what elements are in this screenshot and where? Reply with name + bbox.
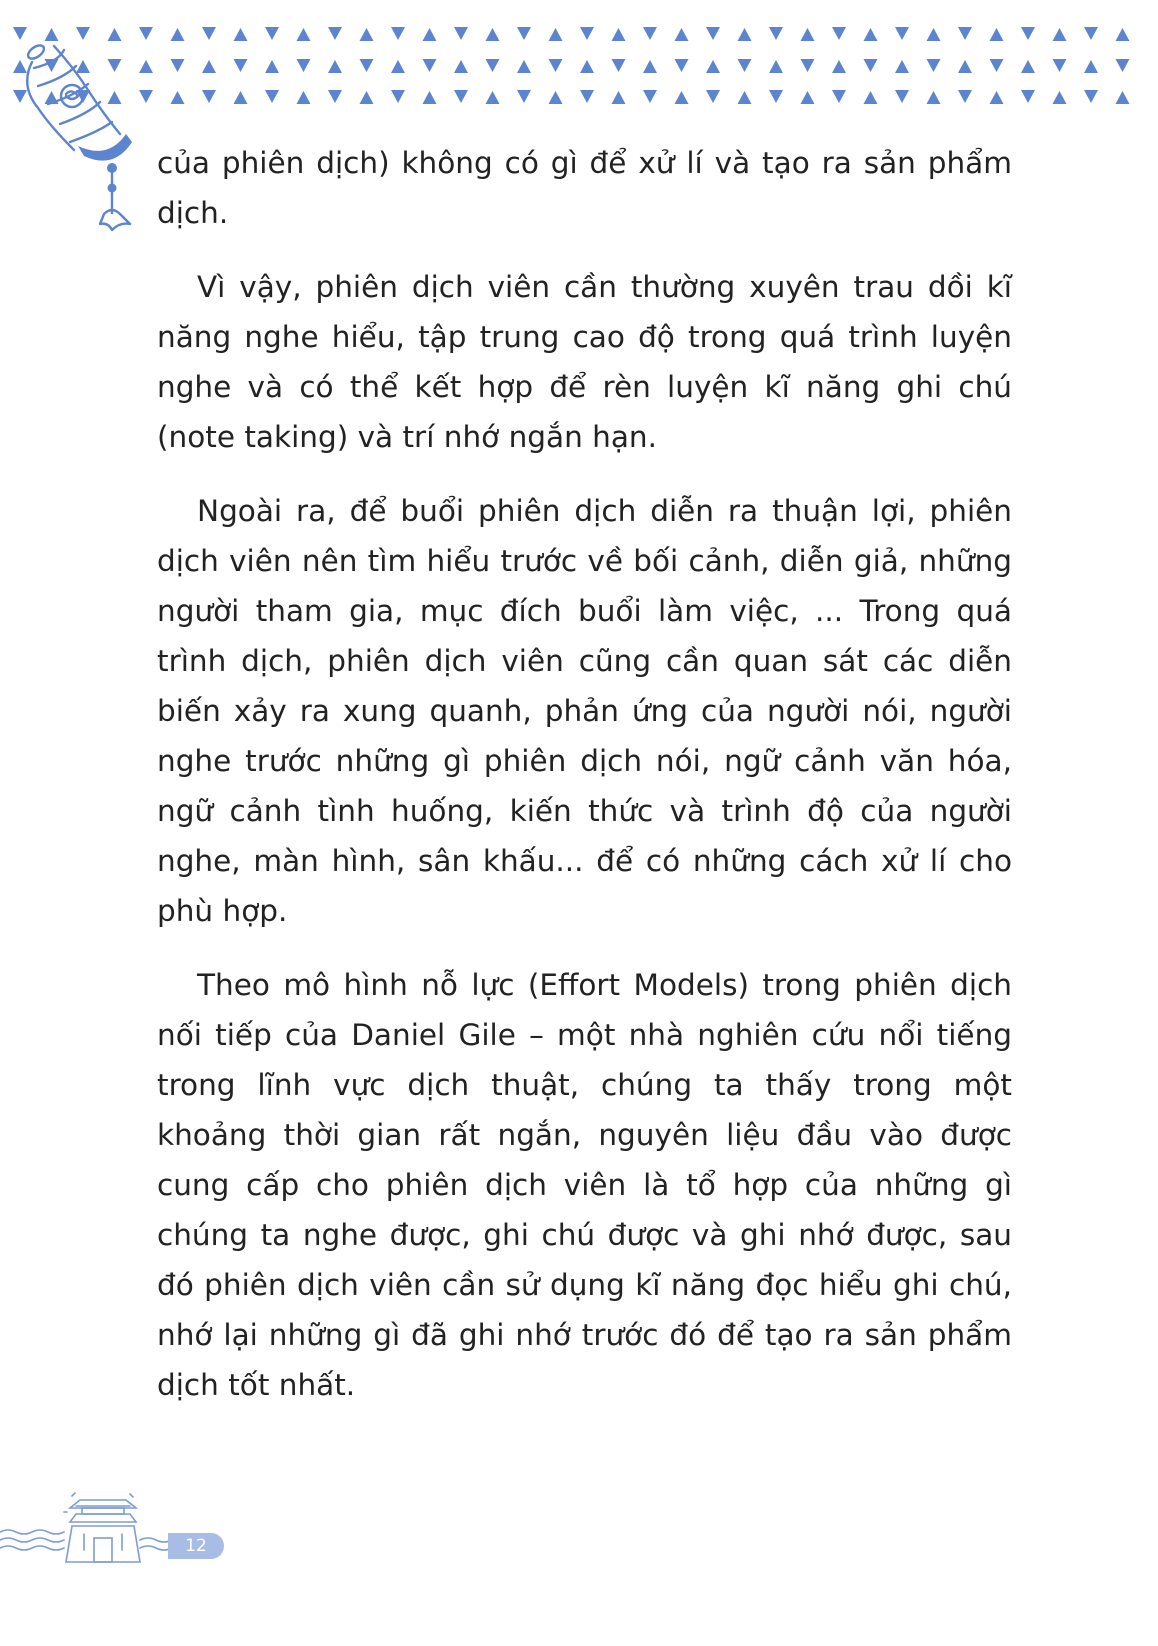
pattern-triangle (328, 27, 342, 40)
pattern-triangle (738, 91, 752, 104)
body-text (157, 138, 1012, 1434)
pattern-triangle (990, 28, 1004, 41)
pattern-triangle (265, 90, 279, 103)
pattern-triangle (612, 91, 626, 104)
pattern-triangle (1116, 28, 1130, 41)
pattern-triangle (328, 90, 342, 103)
pattern-triangle (990, 59, 1004, 72)
paragraph: của phiên dịch) không có gì để xử lí và tạo ra sản phẩm dịch. (157, 146, 1012, 230)
pattern-triangle (423, 59, 437, 72)
pattern-triangle (517, 27, 531, 40)
pattern-triangle (265, 27, 279, 40)
pattern-triangle (265, 60, 279, 73)
pattern-triangle (801, 28, 815, 41)
pattern-triangle (895, 90, 909, 103)
pattern-triangle (297, 59, 311, 72)
pattern-triangle (643, 60, 657, 73)
pattern-triangle (927, 28, 941, 41)
pattern-triangle (234, 91, 248, 104)
triangle-pattern (0, 0, 1158, 120)
pattern-triangle (171, 59, 185, 72)
pattern-triangle (580, 90, 594, 103)
pattern-triangle (391, 27, 405, 40)
pattern-triangle (1084, 27, 1098, 40)
pattern-triangle (1084, 90, 1098, 103)
pattern-triangle (958, 60, 972, 73)
pattern-triangle (486, 28, 500, 41)
pattern-triangle (517, 90, 531, 103)
pattern-triangle (801, 91, 815, 104)
pattern-triangle (643, 90, 657, 103)
paragraph: Theo mô hình nỗ lực (Effort Models) trong phiên dịch nối tiếp của Daniel Gile – một nhà nghiên cứu nổi tiếng trong lĩnh vực dịch thuật, chúng ta thấy trong một khoảng thời gian rất ngắn, nguyên liệu đầu vào được cung cấp cho phiên dịch viên là tổ hợp của những gì chúng ta nghe được, ghi chú được và ghi nhớ được, sau đó phiên dịch viên cần sử dụng kĩ năng đọc hiểu ghi chú, nhớ lại những gì đã ghi nhớ trước đó để tạo ra sản phẩm dịch tốt nhất. (157, 968, 1012, 1402)
pattern-triangle (1053, 59, 1067, 72)
paragraph: Ngoài ra, để buổi phiên dịch diễn ra thuận lợi, phiên dịch viên nên tìm hiểu trước về bối cảnh, diễn giả, những người tham gia, mục đích buổi làm việc, ... Trong quá trình dịch, phiên dịch viên cũng cần quan sát các diễn biến xảy ra xung quanh, phản ứng của người nói, người nghe trước những gì phiên dịch nói, ngữ cảnh văn hóa, ngữ cảnh tình huống, kiến thức và trình độ của người nghe, màn hình, sân khấu... để có những cách xử lí cho phù hợp. (157, 494, 1012, 928)
pattern-triangle (706, 90, 720, 103)
pattern-triangle (1021, 90, 1035, 103)
pattern-triangle (234, 28, 248, 41)
pattern-triangle (612, 28, 626, 41)
pattern-triangle (360, 59, 374, 72)
pattern-triangle (486, 59, 500, 72)
pattern-triangle (706, 27, 720, 40)
pattern-triangle (549, 91, 563, 104)
pattern-triangle (832, 90, 846, 103)
pattern-triangle (769, 90, 783, 103)
pattern-triangle (675, 59, 689, 72)
pattern-triangle (864, 28, 878, 41)
pattern-triangle (486, 91, 500, 104)
pattern-triangle (958, 90, 972, 103)
pattern-triangle (360, 91, 374, 104)
pattern-triangle (297, 91, 311, 104)
pattern-triangle (643, 27, 657, 40)
pattern-triangle (391, 90, 405, 103)
pattern-triangle (328, 60, 342, 73)
pattern-triangle (990, 91, 1004, 104)
pattern-triangle (1116, 91, 1130, 104)
pattern-triangle (580, 60, 594, 73)
pattern-triangle (832, 60, 846, 73)
pattern-triangle (675, 28, 689, 41)
pattern-triangle (549, 59, 563, 72)
pattern-triangle (1021, 27, 1035, 40)
pattern-triangle (391, 60, 405, 73)
pattern-triangle (549, 28, 563, 41)
pattern-triangle (1053, 91, 1067, 104)
pattern-triangle (895, 60, 909, 73)
pattern-triangle (423, 91, 437, 104)
pattern-triangle (360, 28, 374, 41)
pattern-triangle (517, 60, 531, 73)
pattern-triangle (297, 28, 311, 41)
pattern-triangle (454, 90, 468, 103)
pattern-triangle (171, 28, 185, 41)
pattern-triangle (612, 59, 626, 72)
pattern-triangle (454, 60, 468, 73)
pattern-triangle (738, 59, 752, 72)
pattern-triangle (706, 60, 720, 73)
pattern-triangle (171, 91, 185, 104)
pattern-triangle (927, 91, 941, 104)
pattern-triangle (958, 27, 972, 40)
pattern-triangle (1116, 59, 1130, 72)
pattern-triangle (202, 90, 216, 103)
pattern-triangle (202, 60, 216, 73)
pattern-triangle (864, 59, 878, 72)
pattern-triangle (675, 91, 689, 104)
pattern-triangle (832, 27, 846, 40)
pattern-triangle (1053, 28, 1067, 41)
pattern-triangle (580, 27, 594, 40)
pattern-triangle (423, 28, 437, 41)
pattern-triangle (1021, 60, 1035, 73)
pattern-triangle (895, 27, 909, 40)
pattern-triangle (769, 60, 783, 73)
pattern-triangle (234, 59, 248, 72)
pattern-triangle (202, 27, 216, 40)
pattern-triangle (769, 27, 783, 40)
pattern-triangle (927, 59, 941, 72)
paragraph: Vì vậy, phiên dịch viên cần thường xuyên trau dồi kĩ năng nghe hiểu, tập trung cao độ trong quá trình luyện nghe và có thể kết hợp để rèn luyện kĩ năng ghi chú (note taking) và trí nhớ ngắn hạn. (157, 270, 1012, 454)
pattern-triangle (738, 28, 752, 41)
pattern-triangle (454, 27, 468, 40)
lantern-icon (8, 38, 148, 238)
pattern-triangle (1084, 60, 1098, 73)
pattern-triangle (801, 59, 815, 72)
page-number: 12 (168, 1533, 224, 1559)
pattern-triangle (864, 91, 878, 104)
